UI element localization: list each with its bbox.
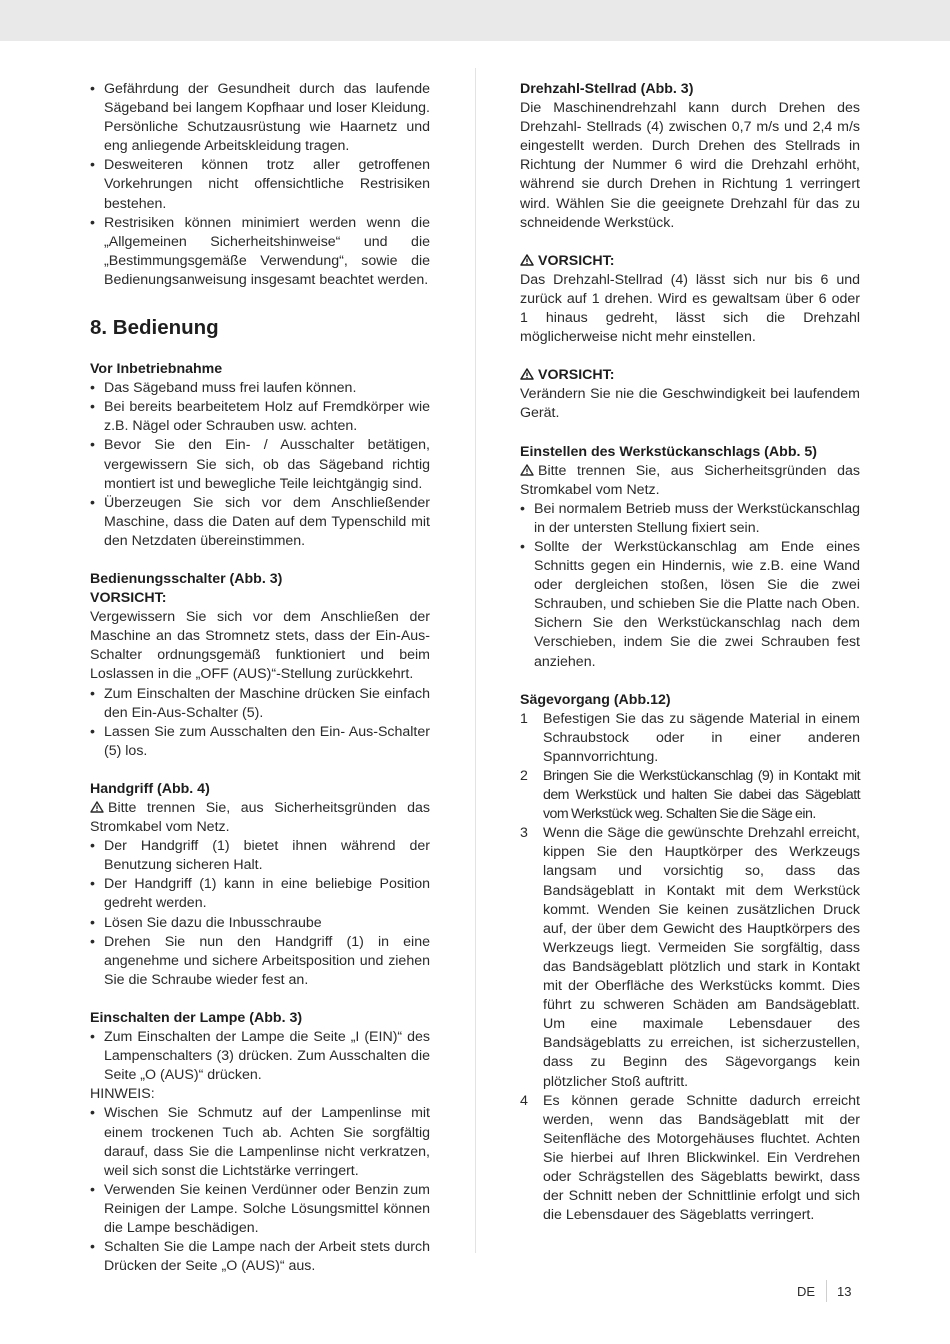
footer-divider [826, 1280, 827, 1302]
step-number: 2 [520, 768, 528, 784]
warning-text: Bitte trennen Sie, aus Sicherheitsgründen das Stromkabel vom Netz. [520, 462, 860, 498]
left-column [90, 80, 430, 1276]
lamp-list [90, 1028, 430, 1085]
saw-steps [520, 710, 860, 1226]
step-number: 1 [520, 710, 528, 727]
bed-list [90, 685, 430, 761]
heading-handgriff: Handgriff (Abb. 4) [90, 780, 210, 797]
paragraph: Vergewissern Sie sich vor dem Anschließen der Maschine an das Stromnetz stets, dass der Ein-Aus- Schalter ordnungsgemäß funktioniert und beim Loslassen in die „OFF (AUS)“-Stellung zurückkehrt. [90, 609, 430, 683]
list-item: • Verwenden Sie keinen Verdünner oder Benzin zum Reinigen der Lampe. Solche Lösungsmittel können die Lampe beschädigen. [90, 1181, 430, 1238]
vor-list [90, 379, 430, 551]
warning-triangle-icon [90, 801, 104, 813]
hinweis-list [90, 1104, 430, 1276]
section-title: 8. Bedienung [90, 316, 219, 340]
column-divider [475, 68, 476, 1253]
step-number: 3 [520, 825, 528, 842]
step-item [520, 1092, 860, 1226]
warning-triangle-icon [520, 254, 534, 266]
warning-triangle-icon [520, 368, 534, 380]
warning-text: Bitte trennen Sie, aus Sicherheitsgründen das Stromkabel vom Netz. [90, 800, 430, 836]
top-bar [0, 0, 950, 41]
heading-bedienungsschalter: Bedienungsschalter (Abb. 3) [90, 570, 283, 587]
hand-list [90, 837, 430, 990]
warning-paragraph [520, 462, 860, 500]
list-item: • Überzeugen Sie sich vor dem Anschließender Maschine, dass die Daten auf dem Typenschild mit den Netzdaten übereinstimmen. [90, 494, 430, 551]
hinweis-label: HINWEIS: [90, 1086, 155, 1103]
list-item: • Der Handgriff (1) kann in eine beliebige Position gedreht werden. [90, 875, 430, 913]
list-item: • Zum Einschalten der Maschine drücken Sie einfach den Ein-Aus-Schalter (5). [90, 685, 430, 723]
step-text: Wenn die Säge die gewünschte Drehzahl erreicht, kippen Sie den Hauptkörper des Werkzeugs langsam und vorsichtig so, dass das Bandsägeblatt in Kontakt mit dem Werkstück kommt. Wenden Sie keinen zusätzlichen Druck auf, der über dem Gewicht des Hauptkörpers des Werkzeugs liegt. Vermeiden Sie sorgfältig, dass das Bandsägeblatt plötzlich und stark in Kontakt mit der Oberfläche des Werkstücks kommt. Dies führt zu schweren Schäden am Bandsägeblatt. Um eine maximale Lebensdauer des Bandsägeblatts zu erreichen, ist sicherzustellen, dass zu Beginn des Sägevorgangs kein plötzlicher Stoß auftritt. [543, 825, 860, 1090]
heading-drehzahl: Drehzahl-Stellrad (Abb. 3) [520, 81, 694, 97]
list-item: • Desweiteren können trotz aller getroffenen Vorkehrungen nicht offensichtliche Restrisiken bestehen. [90, 156, 430, 213]
caution-label: VORSICHT: [538, 367, 615, 384]
list-item: • Gefährdung der Gesundheit durch das laufende Sägeband bei langem Kopfhaar und loser Kleidung. Persönliche Schutzausrüstung wie Haarnetz und eng anliegende Arbeitskleidung tragen. [90, 80, 430, 156]
step-item [520, 710, 860, 767]
intro-list [90, 80, 430, 290]
list-item: • Wischen Sie Schmutz auf der Lampenlinse mit einem trockenen Tuch ab. Achten Sie sorgfältig darauf, dass Sie die Lampenlinse nicht verkratzen, weil sich sonst die Lichtstärke verringert. [90, 1104, 430, 1180]
paragraph: Verändern Sie nie die Geschwindigkeit bei laufendem Gerät. [520, 386, 860, 422]
heading-saegevorgang: Sägevorgang (Abb.12) [520, 691, 671, 708]
caution-heading [520, 366, 860, 385]
stop-list [520, 500, 860, 672]
list-item: • Bevor Sie den Ein- / Ausschalter betätigen, vergewissern Sie sich, ob das Sägeband richtig montiert ist und bewegliche Teile leichtgängig sind. [90, 436, 430, 493]
caution-label: VORSICHT: [538, 252, 615, 269]
heading-werkstueckanschlag: Einstellen des Werkstückanschlags (Abb. 5) [520, 443, 817, 460]
step-item [520, 767, 860, 824]
caution-label: VORSICHT: [90, 590, 167, 607]
list-item: • Schalten Sie die Lampe nach der Arbeit stets durch Drücken der Seite „O (AUS)“ aus. [90, 1238, 430, 1276]
step-item [520, 824, 860, 1091]
list-item: • Drehen Sie nun den Handgriff (1) in eine angenehme und sichere Arbeitsposition und ziehen Sie die Schraube wieder fest an. [90, 933, 430, 990]
list-item: • Der Handgriff (1) bietet ihnen während der Benutzung sicheren Halt. [90, 837, 430, 875]
page-number: 13 [837, 1284, 852, 1299]
heading-vor-inbetriebnahme: Vor Inbetriebnahme [90, 361, 223, 378]
list-item: • Lassen Sie zum Ausschalten den Ein- Aus-Schalter (5) los. [90, 723, 430, 761]
language-code: DE [797, 1284, 816, 1299]
warning-paragraph [90, 799, 430, 837]
warning-triangle-icon [520, 464, 534, 476]
heading-lampe: Einschalten der Lampe (Abb. 3) [90, 1009, 303, 1026]
paragraph: Das Drehzahl-Stellrad (4) lässt sich nur bis 6 und zurück auf 1 drehen. Wird es gewaltsam über 6 oder 1 hinaus gedreht, lässt sich die Drehzahl möglicherweise nicht mehr einstellen. [520, 271, 860, 346]
list-item: • Lösen Sie dazu die Inbusschraube [90, 914, 430, 933]
step-text: Es können gerade Schnitte dadurch erreicht werden, wenn das Bandsägeblatt mit der Seitenfläche des Motorgehäuses fluchtet. Achten Sie hierbei auf Ihren Blickwinkel. Ein Verdrehen oder Schrägstellen des Sägeblatts bewirkt, dass der Schnitt neben der Schnittlinie erfolgt und sich die Lebensdauer des Sägeblatts verringert. [543, 1092, 860, 1224]
list-item: • Restrisiken können minimiert werden wenn die „Allgemeinen Sicherheitshinweise“ und die „Bestimmungsgemäße Verwendung“, sowie die Bedienungsanweisung insgesamt beachtet werden. [90, 214, 430, 290]
list-item: • Bei bereits bearbeitetem Holz auf Fremdkörper wie z.B. Nägel oder Schrauben usw. achten. [90, 398, 430, 436]
list-item: • Bei normalem Betrieb muss der Werkstückanschlag in der untersten Stellung fixiert sein. [520, 500, 860, 538]
step-number: 4 [520, 1092, 528, 1109]
right-column [520, 80, 860, 1225]
list-item: • Sollte der Werkstückanschlag am Ende eines Schnitts gegen ein Hindernis, wie z.B. eine Wand oder dergleichen stoßen, lösen Sie die zwei Schrauben, und schieben Sie die Platte nach Oben. Sichern Sie den Werkstückanschlag nach dem Verschieben, indem Sie die zwei Schrauben fest anziehen. [520, 538, 860, 672]
list-item: • Zum Einschalten der Lampe die Seite „I (EIN)“ des Lampenschalters (3) drücken. Zum Ausschalten die Seite „O (AUS)“ drücken. [90, 1028, 430, 1085]
caution-heading [520, 252, 860, 271]
list-item: • Das Sägeband muss frei laufen können. [90, 379, 430, 398]
step-text: Bringen Sie die Werkstückanschlag (9) in Kontakt mit dem Werkstück und halten Sie dabei das Sägeblatt vom Werkstück weg. Schalten Sie die Säge ein. [543, 768, 860, 823]
step-text: Befestigen Sie das zu sägende Material in einem Schraubstock oder in einer anderen Spannvorrichtung. [543, 710, 860, 765]
paragraph: Die Maschinendrehzahl kann durch Drehen des Drehzahl- Stellrads (4) zwischen 0,7 m/s und 2,4 m/s eingestellt werden. Durch Drehen des Stellrads in Richtung der Nummer 6 wird die Drehzahl erhöht, während sie durch Drehen in Richtung 1 verringert wird. Wählen Sie die geeignete Drehzahl für das zu schneidende Werkstück. [520, 100, 860, 231]
